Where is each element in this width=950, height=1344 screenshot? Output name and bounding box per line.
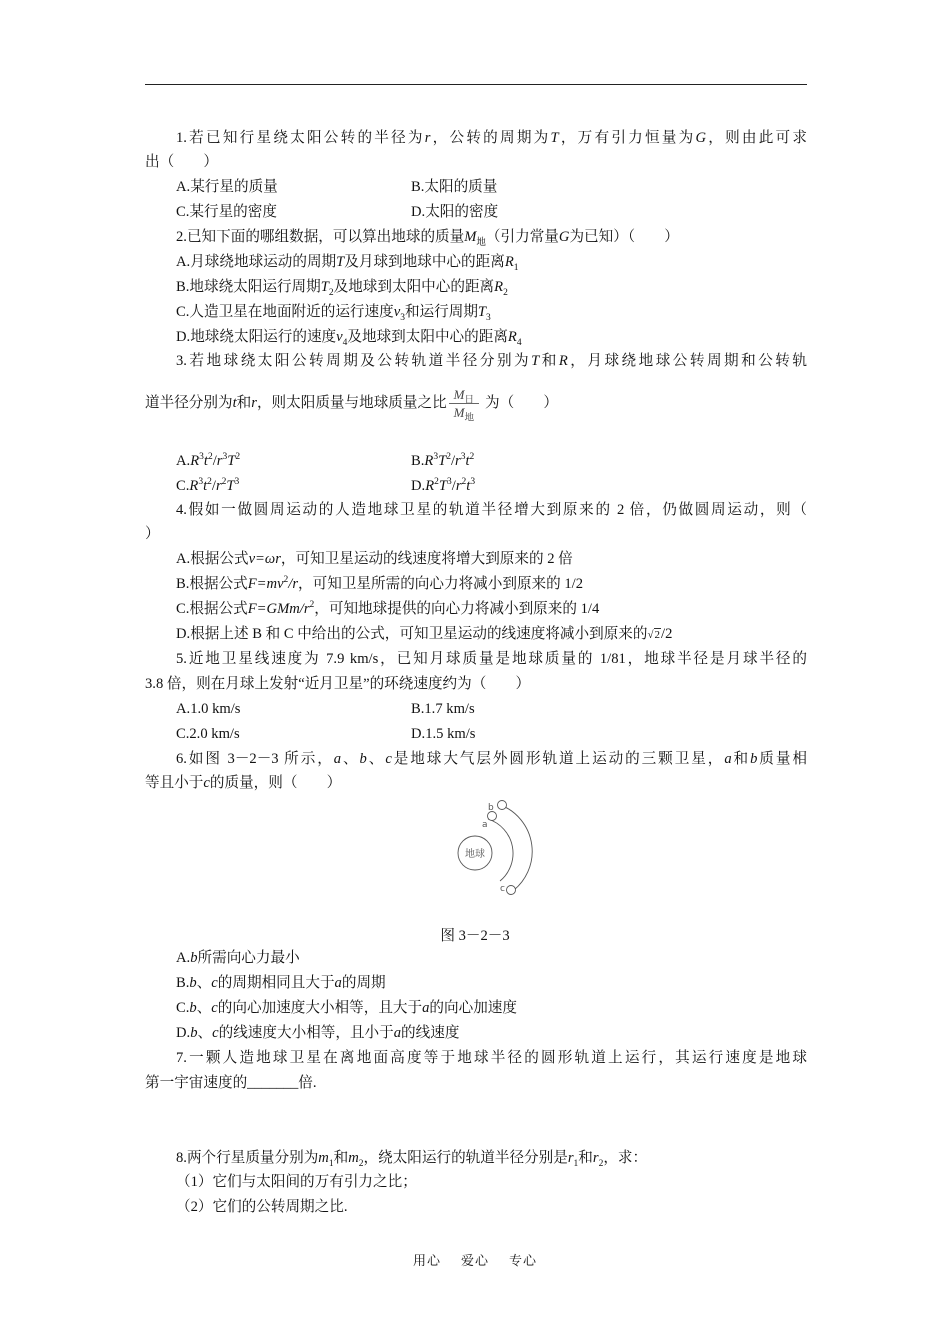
q2-option-c: C.人造卫星在地面附近的运行速度$v_3$和运行周期$T_3$	[176, 304, 491, 323]
q6-option-c: C.b、c的向心加速度大小相等，且大于a的向心加速度	[176, 1000, 517, 1016]
q7-stem-line2: 第一宇宙速度的_______倍.	[145, 1075, 317, 1091]
label-a: a	[482, 820, 488, 830]
q2-option-b: B.地球绕太阳运行周期$T_2$及地球到太阳中心的距离$R_2$	[176, 279, 508, 298]
q5-option-c: C.2.0 km/s	[176, 726, 240, 742]
q4-stem-line1: 4.假如一做圆周运动的人造地球卫星的轨道半径增大到原来的 2 倍，仍做圆周运动，则（	[176, 502, 807, 518]
q4-option-a: A.根据公式v=ωr，可知卫星运动的线速度将增大到原来的 2 倍	[176, 551, 573, 567]
q6-option-d: D.b、c的线速度大小相等，且小于a的线速度	[176, 1025, 460, 1041]
q1-option-a: A.某行星的质量	[176, 179, 278, 195]
q3-stem-line2: 道半径分别为t和r，则太阳质量与地球质量之比 $\frac{M_日}{M_地}$ 为（ ）	[145, 387, 559, 424]
q3-option-d: $D.R^2T^3/r^2t^3$	[411, 477, 476, 494]
q4-option-d: D.根据上述 B 和 C 中给出的公式，可知卫星运动的线速度将减小到原来的√2/2	[176, 624, 672, 645]
label-c: c	[500, 884, 505, 894]
footer-word-3: 专心	[509, 1253, 538, 1268]
q8-part-2: （2）它们的公转周期之比.	[176, 1199, 348, 1215]
q3-option-a: $A.R^3t^2/r^3T^2$	[176, 452, 241, 469]
footer-word-1: 用心	[412, 1253, 441, 1268]
page-footer	[0, 1250, 950, 1269]
q6-option-b: B.b、c的周期相同且大于a的周期	[176, 975, 386, 991]
q4-stem-line2: ）	[145, 526, 160, 542]
q2-option-a: A.月球绕地球运动的周期T及月球到地球中心的距离$R_1$	[176, 254, 519, 273]
q7-answer-blank[interactable]: _______	[247, 1075, 299, 1091]
q5-option-d: D.1.5 km/s	[411, 726, 476, 742]
q6-stem-line2: 等且小于c的质量，则（ ）	[145, 775, 342, 791]
q5-stem-line2: 3.8 倍，则在月球上发射“近月卫星”的环绕速度约为（ ）	[145, 676, 531, 692]
q4-option-c: C.根据公式$F=GMm/r^2$，可知地球提供的向心力将减小到原来的 1/4	[176, 600, 600, 617]
header-rule	[145, 84, 807, 85]
q1-option-c: C.某行星的密度	[176, 204, 277, 220]
q1-option-b: B.太阳的质量	[411, 179, 498, 195]
q2-option-d: D.地球绕太阳运行的速度$v_4$及地球到太阳中心的距离$R_4$	[176, 329, 522, 348]
earth-label: 地球	[465, 849, 485, 860]
footer-word-2: 爱心	[460, 1253, 489, 1268]
figure-caption: 图 3－2－3	[440, 928, 510, 944]
q8-part-1: （1）它们与太阳间的万有引力之比；	[176, 1174, 417, 1190]
q8-stem: 8.两个行星质量分别为$m_1$和$m_2$，绕太阳运行的轨道半径分别是$r_1$和$r_2$，求：	[176, 1150, 648, 1169]
q6-option-a: A.b所需向心力最小	[176, 950, 300, 966]
sqrt-two: √2	[647, 629, 661, 641]
satellite-c	[507, 886, 516, 895]
orbit-diagram	[440, 796, 540, 900]
q5-stem-line1: 5.近地卫星线速度为 7.9 km/s，已知月球质量是地球质量的 1/81，地球半径是月球半径的	[176, 651, 807, 667]
orbit-bc	[498, 804, 532, 893]
q5-option-a: A.1.0 km/s	[176, 701, 241, 717]
q1-stem-line1: 1.若已知行星绕太阳公转的半径为r，公转的周期为T，万有引力恒量为G，则由此可求	[176, 130, 807, 146]
q5-option-b: B.1.7 km/s	[411, 701, 475, 717]
orbit-figure	[440, 796, 540, 905]
q3-stem-line1: 3.若地球绕太阳公转周期及公转轨道半径分别为T和R，月球绕地球公转周期和公转轨	[176, 353, 807, 369]
q3-option-b: $B.R^3T^2/r^3t^2$	[411, 452, 475, 469]
label-b: b	[488, 803, 494, 813]
q1-stem-line2: 出（ ）	[145, 154, 218, 170]
q6-stem-line1: 6.如图 3－2－3 所示，a、b、c是地球大气层外圆形轨道上运动的三颗卫星，a和b质量相	[176, 751, 807, 767]
q2-stem: 2.已知下面的哪组数据，可以算出地球的质量$M_地$（引力常量G为已知）（ ）	[176, 229, 679, 248]
q3-option-c: $C.R^3t^2/r^2T^3$	[176, 477, 240, 494]
q7-stem-line1: 7.一颗人造地球卫星在离地面高度等于地球半径的圆形轨道上运行，其运行速度是地球	[176, 1050, 807, 1066]
q1-option-d: D.太阳的密度	[411, 204, 499, 220]
satellite-b	[498, 801, 507, 810]
q4-option-b: B.根据公式$F=mv^2/r$，可知卫星所需的向心力将减小到原来的 1/2	[176, 575, 584, 592]
mass-ratio-fraction: $\frac{M_日}{M_地}$	[449, 386, 479, 421]
